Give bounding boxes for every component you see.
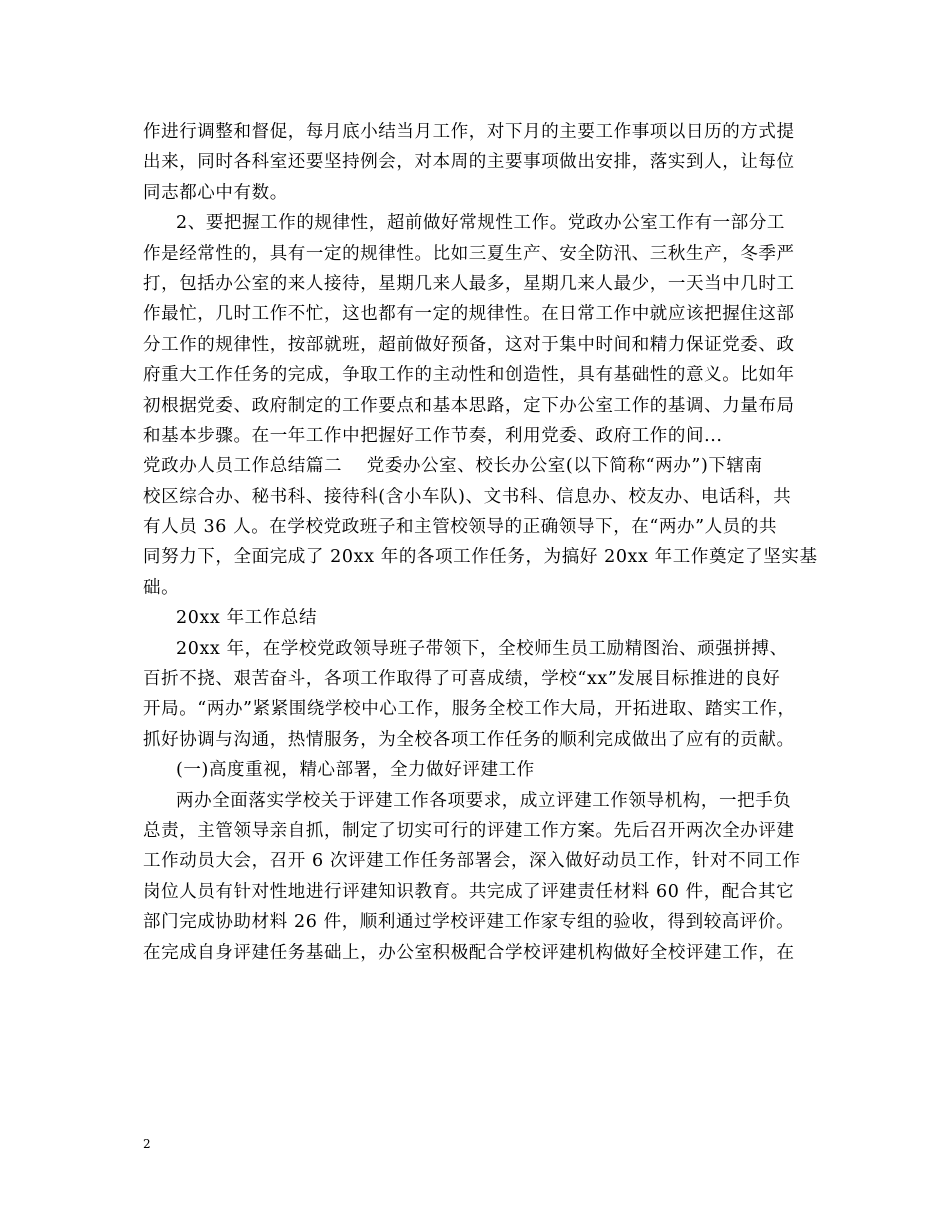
- subheading-line: (一)高度重视，精心部署，全力做好评建工作: [176, 760, 535, 781]
- subheading-line: 20xx 年工作总结: [176, 608, 318, 629]
- text-line: 抓好协调与沟通，热情服务，为全校各项工作任务的顺利完成做出了应有的贡献。: [143, 729, 795, 750]
- text-line: 有人员 36 人。在学校党政班子和主管校领导的正确领导下，在“两办”人员的共: [143, 517, 778, 538]
- text-line: 同志都心中有数。: [143, 182, 288, 203]
- text-line: 分工作的规律性，按部就班，超前做好预备，这对于集中时间和精力保证党委、政: [143, 334, 795, 355]
- text-line: 作最忙，几时工作不忙，这也都有一定的规律性。在日常工作中就应该把握住这部: [143, 304, 795, 325]
- text-line: 作是经常性的，具有一定的规律性。比如三夏生产、安全防汛、三秋生产，冬季严: [143, 243, 795, 264]
- text-line: 出来，同时各科室还要坚持例会，对本周的主要事项做出安排，落实到人，让每位: [143, 152, 795, 173]
- text-line: 校区综合办、秘书科、接待科(含小车队)、文书科、信息办、校友办、电话科，共: [143, 486, 792, 507]
- text-line: 岗位人员有针对性地进行评建知识教育。共完成了评建责任材料 60 件，配合其它: [143, 881, 795, 902]
- text-line: 府重大工作任务的完成，争取工作的主动性和创造性，具有基础性的意义。比如年: [143, 365, 795, 386]
- document-body: [143, 117, 818, 968]
- text-line: 工作动员大会，召开 6 次评建工作任务部署会，深入做好动员工作，针对不同工作: [143, 851, 801, 872]
- page-number: 2: [143, 1137, 151, 1151]
- text-line: 开局。“两办”紧紧围绕学校中心工作，服务全校工作大局，开拓进取、踏实工作，: [143, 699, 796, 720]
- text-line: 百折不挠、艰苦奋斗，各项工作取得了可喜成绩，学校“xx”发展目标推进的良好: [143, 669, 781, 690]
- text-line: 总责，主管领导亲自抓，制定了切实可行的评建工作方案。先后召开两次全办评建: [143, 820, 795, 841]
- text-line: 20xx 年，在学校党政领导班子带领下，全校师生员工励精图治、顽强拼搏、: [176, 638, 788, 659]
- text-line: 在完成自身评建任务基础上，办公室积极配合学校评建机构做好全校评建工作，在: [143, 942, 795, 963]
- text-line: 和基本步骤。在一年工作中把握好工作节奏，利用党委、政府工作的间...: [143, 425, 723, 446]
- text-line: 2、要把握工作的规律性，超前做好常规性工作。党政办公室工作有一部分工: [176, 213, 786, 234]
- text-line: 初根据党委、政府制定的工作要点和基本思路，定下办公室工作的基调、力量布局: [143, 395, 795, 416]
- text-line: 两办全面落实学校关于评建工作各项要求，成立评建工作领导机构，一把手负: [176, 790, 792, 811]
- text-line: 同努力下，全面完成了 20xx 年的各项工作任务，为搞好 20xx 年工作奠定了坚实基: [143, 547, 818, 568]
- text-line: 作进行调整和督促，每月底小结当月工作，对下月的主要工作事项以日历的方式提: [143, 122, 795, 142]
- text-line: 打，包括办公室的来人接待，星期几来人最多，星期几来人最少，一天当中几时工: [143, 273, 795, 294]
- section-title-line: 党政办人员工作总结篇二 党委办公室、校长办公室(以下简称“两办”)下辖南: [143, 456, 763, 477]
- text-line: 础。: [143, 577, 180, 598]
- text-line: 部门完成协助材料 26 件，顺利通过学校评建工作家专组的验收，得到较高评价。: [143, 912, 795, 933]
